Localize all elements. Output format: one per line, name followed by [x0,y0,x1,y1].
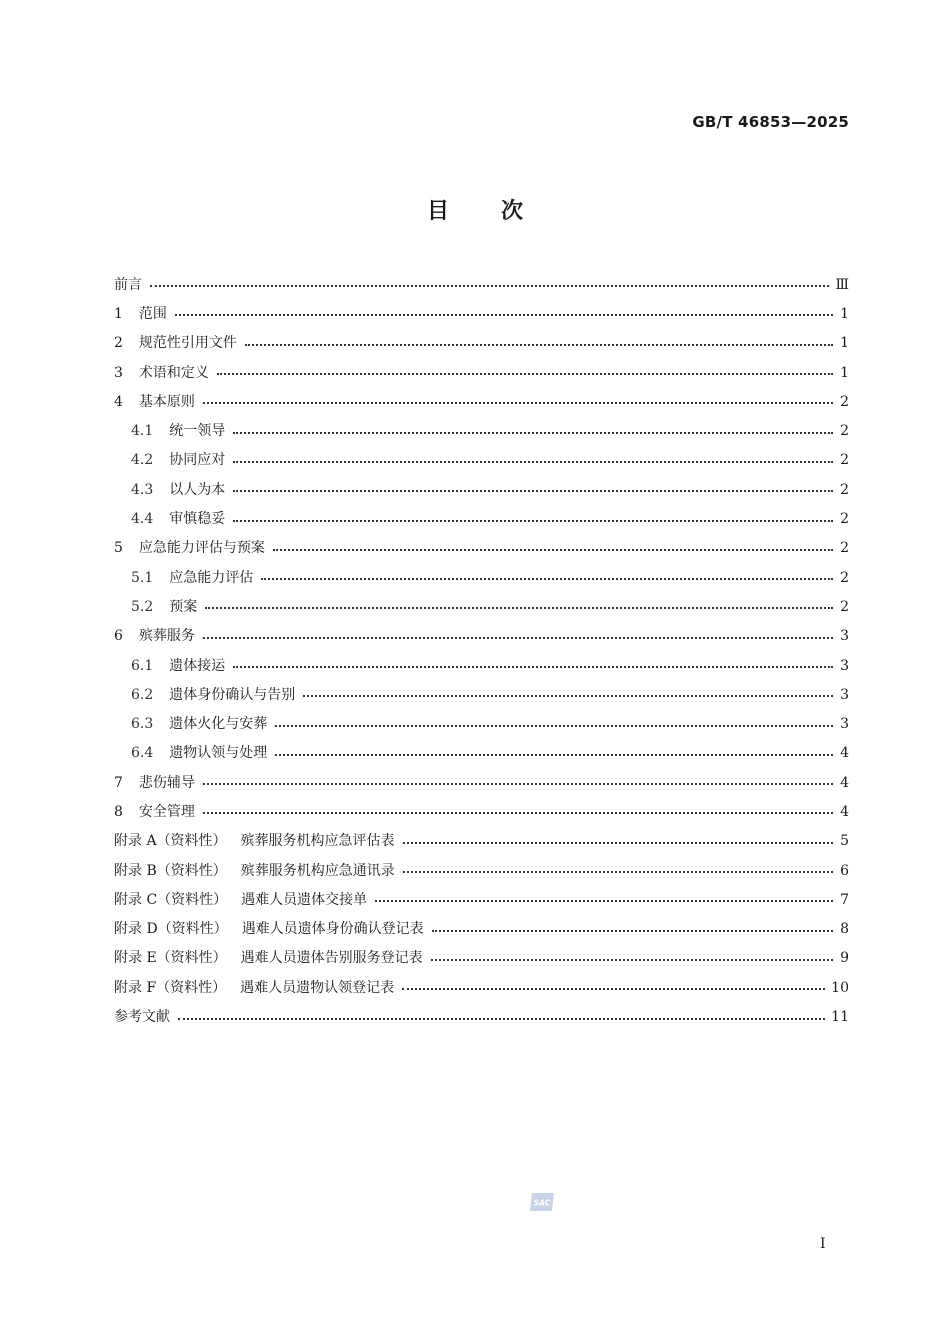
toc-leader-dots [203,637,833,639]
toc-entry-text [114,864,395,878]
toc-entry-page: 2 [840,598,849,615]
toc-entry[interactable] [114,797,849,826]
toc-entry-label: 殡葬服务机构应急通讯录 [240,862,395,879]
toc-entry[interactable] [114,709,849,738]
toc-entry[interactable] [114,329,849,358]
toc-entry[interactable] [114,270,849,299]
toc-entry[interactable] [114,563,849,592]
toc-entry-text [114,717,267,731]
page-title: 目次 [426,199,575,224]
toc-entry-label: 应急能力评估与预案 [138,540,265,557]
toc-entry-page: 2 [840,540,849,557]
toc-leader-dots [402,988,825,990]
toc-entry-page: 8 [840,921,849,938]
toc-entry-label: 术语和定义 [138,364,209,381]
toc-entry-label: 安全管理 [138,803,195,820]
toc-entry-number: 附录 E [114,950,157,967]
toc-entry-number: 3 [114,364,123,381]
toc-entry-number: 附录 F [114,979,157,996]
toc-entry-label: 殡葬服务机构应急评估表 [240,833,395,850]
toc-entry-page: 10 [831,979,849,996]
toc-entry[interactable] [114,973,849,1002]
toc-entry-label: 遇难人员遗体身份确认登记表 [241,921,424,938]
toc-entry-number: 6.1 [131,657,154,674]
toc-entry-text [114,981,394,995]
toc-entry-label: 预案 [169,598,198,615]
toc-entry-label: 应急能力评估 [169,569,254,586]
toc-entry-annex-type: （资料性） [156,979,227,996]
toc-entry-page: 2 [840,423,849,440]
toc-entry-text [114,395,195,409]
toc-entry-number: 6.4 [131,745,154,762]
toc-entry-text [114,1010,170,1024]
toc-entry-number: 7 [114,774,123,791]
toc-entry[interactable] [114,856,849,885]
toc-entry-label: 参考文献 [114,1009,170,1026]
toc-leader-dots [233,461,833,463]
toc-leader-dots [203,812,833,814]
toc-entry-page: 7 [840,891,849,908]
toc-entry-number: 附录 C [114,891,158,908]
toc-entry[interactable] [114,358,849,387]
toc-leader-dots [233,666,833,668]
toc-entry-annex-type: （资料性） [157,891,228,908]
toc-leader-dots [205,607,833,609]
toc-entry-text [114,278,142,292]
toc-entry-number: 4.2 [131,452,154,469]
toc-entry-label: 统一领导 [169,423,226,440]
toc-entry-text [114,659,225,673]
toc-entry-label: 遗体身份确认与告别 [169,686,296,703]
toc-entry-page: 2 [840,452,849,469]
toc-entry-annex-type: （资料性） [156,950,227,967]
toc-entry[interactable] [114,915,849,944]
toc-entry-number: 5 [114,540,123,557]
toc-leader-dots [432,930,833,932]
toc-leader-dots [375,900,833,902]
toc-entry-number: 6.2 [131,686,154,703]
toc-entry-page: 9 [840,950,849,967]
page-number: I [820,1236,826,1252]
toc-entry-number: 4.1 [131,423,154,440]
toc-entry-page: 1 [840,335,849,352]
toc-entry[interactable] [114,446,849,475]
toc-leader-dots [175,314,833,316]
toc-entry-label: 殡葬服务 [138,628,195,645]
toc-entry-page: 6 [840,862,849,879]
toc-entry-label: 以人为本 [169,481,226,498]
toc-entry-label: 遗体火化与安葬 [169,716,268,733]
toc-entry-text [114,746,267,760]
toc-entry-number: 1 [114,305,123,322]
toc-entry-number: 2 [114,335,123,352]
toc-leader-dots [233,520,833,522]
toc-entry[interactable] [114,592,849,621]
toc-entry-number: 5.2 [131,598,154,615]
toc-entry-page: 4 [840,774,849,791]
toc-entry[interactable] [114,504,849,533]
toc-entry-text [114,629,195,643]
toc-entry-number: 4.3 [131,481,154,498]
toc-entry-number: 8 [114,803,123,820]
toc-entry-page: 1 [840,305,849,322]
toc-entry-text [114,424,225,438]
toc-entry-annex-type: （资料性） [156,862,227,879]
toc-entry-number: 附录 B [114,862,157,879]
toc-entry-page: 1 [840,364,849,381]
toc-entry-text [114,366,209,380]
logo-text: SAC [533,1198,551,1208]
toc-entry-text [114,776,195,790]
toc-entry[interactable] [114,827,849,856]
toc-entry-text [114,951,423,965]
toc-entry-page: 4 [840,745,849,762]
toc-entry[interactable] [114,622,849,651]
toc-entry-page: 2 [840,481,849,498]
toc-entry-page: 3 [840,657,849,674]
toc-leader-dots [203,402,833,404]
toc-entry-page: 2 [840,511,849,528]
toc-entry-label: 遗体接运 [169,657,226,674]
toc-entry[interactable] [114,739,849,768]
toc-entry-text [114,541,265,555]
toc-leader-dots [203,783,833,785]
toc-entry-number: 5.1 [131,569,154,586]
toc-entry[interactable] [114,416,849,445]
sac-logo-icon [528,1191,556,1213]
toc-entry-text [114,805,195,819]
toc-entry-label: 遇难人员遗体交接单 [241,891,368,908]
toc-entry-page: 3 [840,716,849,733]
toc-leader-dots [403,842,833,844]
toc-entry-text [114,922,424,936]
toc-entry[interactable] [114,944,849,973]
toc-entry-page: 2 [840,393,849,410]
toc-entry-label: 范围 [138,305,167,322]
toc-leader-dots [275,754,833,756]
toc-entry-page: 4 [840,803,849,820]
toc-entry-text [114,512,225,526]
toc-entry-page: 11 [831,1009,849,1026]
toc-entry-label: 协同应对 [169,452,226,469]
toc-entry[interactable] [114,534,849,563]
toc-leader-dots [261,578,833,580]
toc-entry-text [114,571,253,585]
standard-number: GB/T 46853—2025 [692,113,849,131]
toc-entry-label: 基本原则 [138,393,195,410]
toc-leader-dots [233,490,833,492]
toc-entry-annex-type: （资料性） [157,921,228,938]
toc-entry-label: 悲伤辅导 [138,774,195,791]
toc-entry-page: 5 [840,833,849,850]
toc-leader-dots [150,285,829,287]
toc-entry-text [114,834,395,848]
toc-entry[interactable] [114,299,849,328]
toc-leader-dots [403,871,833,873]
toc-entry[interactable] [114,387,849,416]
toc-entry-label: 审慎稳妥 [169,511,226,528]
toc-entry-text [114,688,295,702]
toc-entry-text [114,483,225,497]
toc-entry-label: 遇难人员遗体告别服务登记表 [240,950,423,967]
toc-entry[interactable] [114,475,849,504]
toc-entry-text [114,600,197,614]
toc-leader-dots [275,725,833,727]
toc-entry[interactable] [114,651,849,680]
toc-entry-number: 6 [114,628,123,645]
toc-entry[interactable] [114,680,849,709]
toc-leader-dots [273,549,833,551]
toc-entry-page: Ⅲ [835,276,849,293]
toc-entry-text [114,307,167,321]
toc-entry-page: 2 [840,569,849,586]
toc-leader-dots [217,373,833,375]
toc-leader-dots [303,695,833,697]
toc-leader-dots [431,959,833,961]
table-of-contents [114,270,849,1032]
toc-entry-number: 附录 A [114,833,157,850]
toc-entry[interactable] [114,1002,849,1031]
toc-entry-text [114,893,367,907]
toc-entry-number: 4 [114,393,123,410]
toc-entry-number: 6.3 [131,716,154,733]
toc-entry-label: 前言 [114,276,142,293]
toc-leader-dots [245,344,833,346]
toc-entry-number: 4.4 [131,511,154,528]
toc-entry-annex-type: （资料性） [156,833,227,850]
toc-entry-page: 3 [840,628,849,645]
toc-entry[interactable] [114,885,849,914]
toc-entry-text [114,336,237,350]
toc-entry-label: 规范性引用文件 [138,335,237,352]
toc-entry-text [114,453,225,467]
toc-entry-label: 遗物认领与处理 [169,745,268,762]
toc-leader-dots [233,432,833,434]
toc-entry[interactable] [114,768,849,797]
toc-leader-dots [178,1018,825,1020]
toc-entry-page: 3 [840,686,849,703]
toc-entry-number: 附录 D [114,921,158,938]
toc-entry-label: 遇难人员遗物认领登记表 [240,979,395,996]
